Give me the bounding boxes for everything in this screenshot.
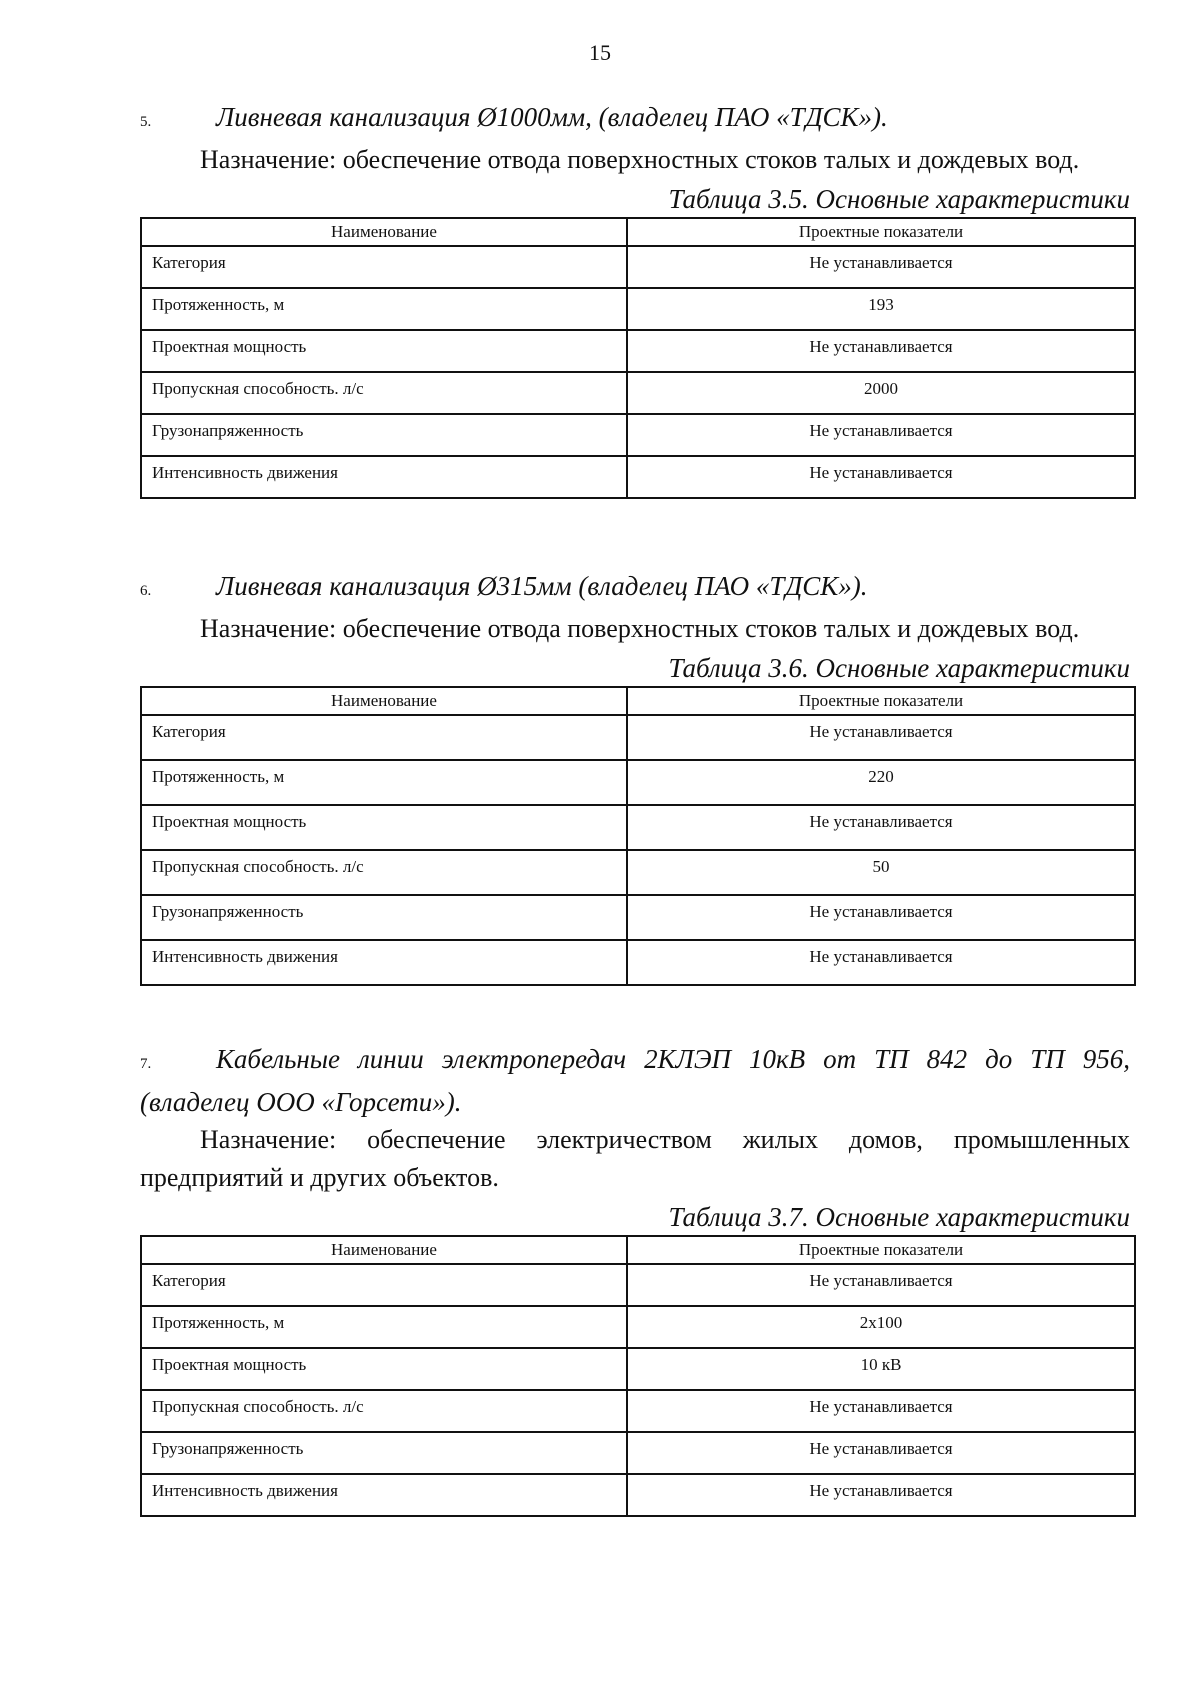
row-value: Не устанавливается [627,1474,1135,1516]
header-name: Наименование [141,1236,627,1264]
page-number: 15 [589,40,611,65]
row-name: Грузонапряженность [141,895,627,940]
row-value: Не устанавливается [627,1264,1135,1306]
row-value: 50 [627,850,1135,895]
row-name: Интенсивность движения [141,1474,627,1516]
row-value: Не устанавливается [627,805,1135,850]
row-value: 220 [627,760,1135,805]
item-title-text: Ливневая канализация Ø315мм (владелец ПАО «ТДСК»). [216,571,868,601]
specs-table [140,217,1136,499]
purpose-text: Назначение: обеспечение отвода поверхностных стоков талых и дождевых вод. [200,614,1080,643]
table-row [141,805,1135,850]
item-title-text: Ливневая канализация Ø1000мм, (владелец ПАО «ТДСК»). [216,102,888,132]
row-value: Не устанавливается [627,895,1135,940]
table-row [141,940,1135,985]
table-header-row [141,1236,1135,1264]
table-row [141,246,1135,288]
row-name: Грузонапряженность [141,1432,627,1474]
row-value: Не устанавливается [627,246,1135,288]
table-row [141,330,1135,372]
table-row [141,288,1135,330]
row-name: Категория [141,1264,627,1306]
row-value: Не устанавливается [627,715,1135,760]
row-value: Не устанавливается [627,940,1135,985]
section-5 [140,98,1130,499]
row-name: Протяженность, м [141,288,627,330]
row-name: Категория [141,246,627,288]
table-row [141,372,1135,414]
item-number: 7. [140,1056,152,1072]
table-row [141,456,1135,498]
item-title-text: Кабельные линии электропередач 2КЛЭП 10кВ от ТП 842 до ТП 956, (владелец ООО «Горсети»). [140,1044,1130,1117]
row-name: Интенсивность движения [141,940,627,985]
table-caption: Таблица 3.6. Основные характеристики [668,653,1130,683]
table-row [141,715,1135,760]
item-number: 5. [140,114,152,130]
row-name: Протяженность, м [141,760,627,805]
section-title [140,567,1130,610]
row-value: 2x100 [627,1306,1135,1348]
header-value: Проектные показатели [627,218,1135,246]
item-number: 6. [140,583,152,599]
header-name: Наименование [141,218,627,246]
section-7 [140,1040,1130,1517]
row-value: Не устанавливается [627,414,1135,456]
table-row [141,1390,1135,1432]
table-row [141,1264,1135,1306]
table-row [141,850,1135,895]
row-value: Не устанавливается [627,1432,1135,1474]
table-row [141,1432,1135,1474]
row-name: Проектная мощность [141,1348,627,1390]
table-row [141,760,1135,805]
table-row [141,1306,1135,1348]
row-value: Не устанавливается [627,330,1135,372]
row-name: Пропускная способность. л/с [141,1390,627,1432]
header-name: Наименование [141,687,627,715]
row-name: Проектная мощность [141,330,627,372]
row-value: Не устанавливается [627,456,1135,498]
table-row [141,1474,1135,1516]
section-title [140,98,1130,141]
row-value: Не устанавливается [627,1390,1135,1432]
row-value: 193 [627,288,1135,330]
table-caption: Таблица 3.7. Основные характеристики [668,1202,1130,1232]
table-row [141,414,1135,456]
table-header-row [141,218,1135,246]
purpose-text: Назначение: обеспечение электричеством жилых домов, промышленных предприятий и других объектов. [140,1125,1130,1192]
row-name: Проектная мощность [141,805,627,850]
table-row [141,895,1135,940]
table-row [141,1348,1135,1390]
table-header-row [141,687,1135,715]
table-caption: Таблица 3.5. Основные характеристики [668,184,1130,214]
row-name: Категория [141,715,627,760]
section-title [140,1040,1130,1121]
header-value: Проектные показатели [627,1236,1135,1264]
header-value: Проектные показатели [627,687,1135,715]
specs-table [140,686,1136,986]
purpose-text: Назначение: обеспечение отвода поверхностных стоков талых и дождевых вод. [200,145,1080,174]
row-name: Грузонапряженность [141,414,627,456]
row-name: Протяженность, м [141,1306,627,1348]
section-6 [140,567,1130,986]
row-name: Пропускная способность. л/с [141,372,627,414]
row-name: Интенсивность движения [141,456,627,498]
row-name: Пропускная способность. л/с [141,850,627,895]
row-value: 2000 [627,372,1135,414]
specs-table [140,1235,1136,1517]
row-value: 10 кВ [627,1348,1135,1390]
